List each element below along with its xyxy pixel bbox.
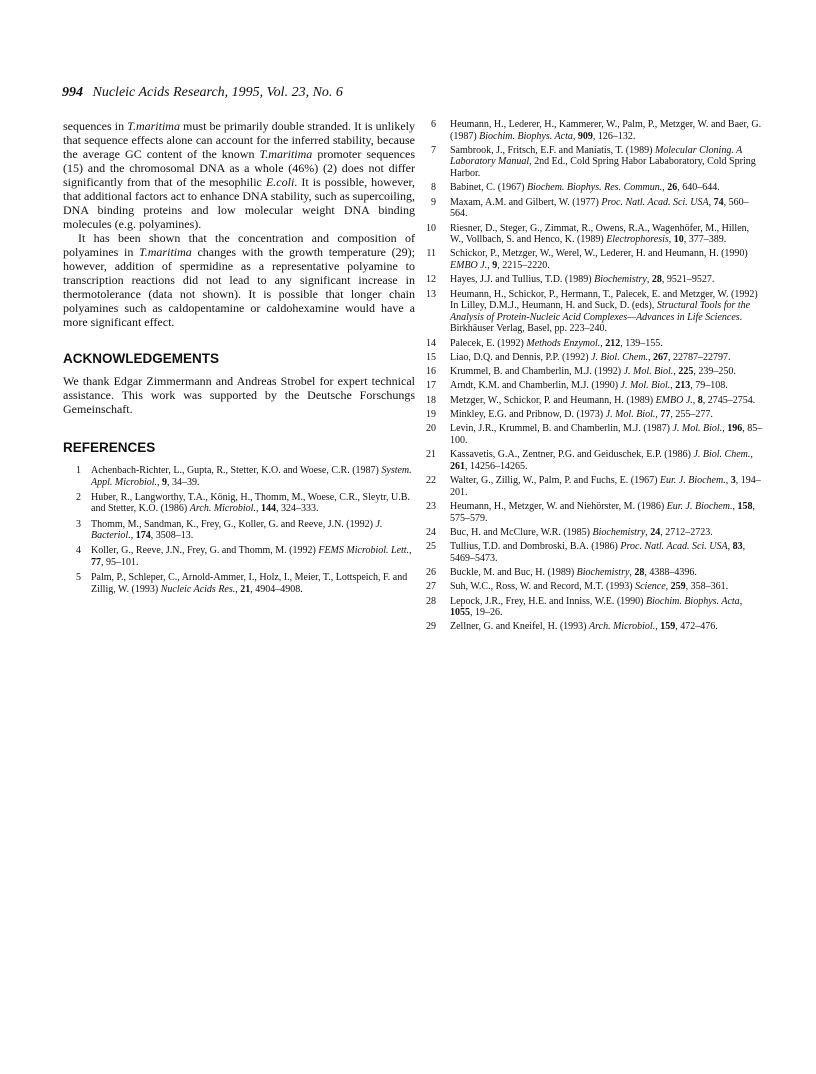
text-run: , — [235, 583, 241, 595]
text-run: We thank Edgar Zimmermann and Andreas Strobel for expert technical assistance. This work was supported by the Deutsche Forschungs Gemeinschaft. — [63, 374, 415, 416]
reference-number: 24 — [426, 526, 436, 538]
text-run: Palm, P., Schleper, C., Arnold-Ammer, I., Holz, I., Meier, T., Lottspeich, F. and Zillig, W. (1993) — [91, 572, 408, 595]
italic-text: T.maritima — [127, 119, 180, 133]
reference-item — [420, 145, 763, 180]
bold-text: 28 — [634, 566, 645, 578]
text-run: , — [157, 476, 163, 488]
text-run: Buckle, M. and Buc, H. (1989) — [450, 566, 577, 578]
reference-item — [63, 465, 415, 488]
reference-number: 6 — [431, 119, 436, 130]
reference-number: 13 — [426, 288, 436, 300]
text-run: Babinet, C. (1967) — [450, 182, 527, 194]
body-paragraph-2 — [63, 231, 415, 329]
reference-number: 29 — [426, 621, 436, 633]
reference-text — [450, 581, 763, 593]
reference-item — [420, 248, 763, 271]
reference-text — [450, 248, 763, 271]
text-run: , 239–250. — [693, 366, 736, 378]
reference-item — [63, 545, 415, 568]
italic-text: J. Mol. Biol. — [605, 409, 656, 420]
right-column — [420, 119, 763, 636]
bold-text: 144 — [260, 503, 276, 515]
italic-text: Structural Tools for the Analysis of Protein-Nucleic Acid Complexes—Advances in Life Sciences — [450, 300, 751, 323]
italic-text: J. Bacteriol. — [91, 518, 383, 542]
reference-item — [63, 572, 415, 595]
text-run: , — [645, 526, 651, 538]
text-run: , — [739, 595, 743, 607]
text-run: Schickor, P., Metzger, W., Werel, W., Lederer, H. and Heumann, H. (1990) — [450, 248, 748, 260]
italic-text: T.maritima — [259, 147, 313, 161]
bold-text: 261 — [450, 460, 465, 472]
running-header — [62, 85, 343, 101]
reference-text — [450, 409, 763, 421]
text-run: , — [646, 274, 652, 286]
bold-text: 212 — [605, 337, 621, 349]
acknowledgements-text — [63, 374, 415, 416]
italic-text: Electrophoresis — [606, 234, 669, 246]
bold-text: 77 — [660, 409, 671, 420]
text-run: Arndt, K.M. and Chamberlin, M.J. (1990) — [450, 380, 621, 392]
reference-item — [420, 527, 763, 539]
italic-text: Proc. Natl. Acad. Sci. USA — [620, 541, 728, 553]
text-run: , 377–389. — [683, 234, 727, 246]
text-run: , — [668, 234, 674, 246]
text-run: , — [725, 475, 731, 487]
bold-text: 10 — [673, 234, 684, 246]
bold-text: 909 — [577, 130, 593, 142]
reference-text — [450, 380, 763, 392]
text-run: must be primarily double stranded. It is unlikely that sequence effects alone can account for the inferred stability, because the average GC content of the known — [63, 119, 415, 161]
reference-text — [450, 119, 763, 142]
bold-text: 83 — [732, 541, 743, 553]
text-run: Hayes, J.J. and Tullius, T.D. (1989) — [450, 274, 595, 286]
bold-text: 74 — [713, 196, 724, 208]
text-run: , 358–361. — [685, 581, 729, 593]
text-run: Liao, D.Q. and Dennis, P.P. (1992) — [450, 351, 592, 363]
text-run: , 2712–2723. — [660, 526, 713, 538]
text-run: , — [732, 500, 738, 512]
reference-list-left — [63, 465, 415, 595]
reference-number: 21 — [426, 449, 436, 461]
text-run: It has been shown that the concentration and composition of polyamines in — [63, 231, 415, 259]
bold-text: 8 — [697, 394, 703, 406]
italic-text: EMBO J. — [655, 394, 693, 406]
text-run: , 34–39. — [167, 476, 200, 488]
italic-text: Biochem. Biophys. Res. Commun. — [526, 182, 663, 194]
reference-text — [450, 338, 763, 350]
text-run: . Birkhäuser Verlag, Basel, pp. 223–240. — [450, 311, 743, 335]
italic-text: J. Biol. Chem. — [693, 449, 751, 461]
text-run: Heumann, H., Lederer, H., Kammerer, W., Palm, P., Metzger, W. and Baer, G. (1987) — [450, 119, 762, 142]
text-run: , — [662, 182, 668, 194]
italic-text: Arch. Microbiol. — [589, 621, 656, 633]
bold-text: 213 — [675, 380, 691, 392]
bold-text: 3 — [730, 475, 736, 487]
reference-number: 9 — [431, 196, 436, 208]
bold-text: 1055 — [450, 607, 470, 619]
references-heading: REFERENCES — [63, 440, 156, 455]
text-run: Kassavetis, G.A., Zentner, P.G. and Geiduschek, E.P. (1986) — [450, 449, 694, 461]
text-run: , — [648, 351, 654, 363]
text-run: , — [655, 409, 661, 420]
italic-text: Biochim. Biophys. Acta — [479, 130, 573, 142]
bold-text: 24 — [650, 526, 661, 538]
bold-text: 196 — [727, 423, 743, 435]
italic-text: Molecular Cloning. A Laboratory Manual — [450, 144, 743, 168]
text-run: , 472–476. — [675, 621, 718, 633]
italic-text: Methods Enzymol. — [526, 337, 601, 349]
text-run: Thomm, M., Sandman, K., Frey, G., Koller, G. and Reeve, J.N. (1992) — [91, 518, 376, 530]
reference-number: 22 — [426, 475, 436, 487]
reference-item — [420, 352, 763, 364]
reference-number: 2 — [76, 491, 81, 503]
text-run: , 4904–4908. — [250, 583, 303, 595]
reference-text — [450, 449, 763, 472]
reference-text — [450, 567, 763, 579]
reference-number: 4 — [76, 545, 81, 557]
reference-item — [420, 380, 763, 392]
text-run: , 79–108. — [690, 380, 728, 392]
text-run: , — [673, 366, 679, 378]
text-run: , 255–277. — [670, 409, 713, 420]
text-run: , — [655, 621, 661, 633]
text-run: , — [487, 259, 493, 271]
reference-item — [420, 475, 763, 498]
text-run: Metzger, W., Schickor, P. and Heumann, H. (1989) — [450, 394, 656, 406]
italic-text: E.coli — [265, 175, 295, 189]
text-run: , 640–644. — [677, 182, 720, 194]
text-run: , 2215–2220. — [497, 259, 550, 271]
text-run: , — [629, 566, 635, 578]
reference-number: 27 — [426, 581, 436, 593]
reference-number: 3 — [76, 518, 81, 530]
page-number: 994 — [62, 85, 83, 100]
reference-number: 28 — [426, 595, 436, 607]
reference-text — [91, 465, 415, 488]
reference-text — [450, 274, 763, 286]
reference-number: 15 — [426, 351, 436, 363]
text-run: , — [708, 196, 714, 208]
italic-text: T.maritima — [138, 245, 192, 259]
reference-item — [420, 197, 763, 220]
text-run: , — [750, 449, 753, 461]
italic-text: J. Mol. Biol. — [620, 380, 671, 392]
text-run: , 575–579. — [450, 500, 755, 524]
reference-number: 11 — [426, 248, 436, 260]
text-run: , — [692, 394, 698, 406]
bold-text: 77 — [91, 556, 101, 568]
italic-text: Eur. J. Biochem. — [659, 475, 726, 487]
reference-item — [420, 449, 763, 472]
reference-item — [420, 223, 763, 246]
reference-text — [450, 197, 763, 220]
text-run: Heumann, H., Schickor, P., Hermann, T., Palecek, E. and Metzger, W. (1992) In Lilley, D.M.J., Heumann, H. and Suck, D. (eds), — [450, 288, 758, 312]
text-run: Achenbach-Richter, L., Gupta, R., Stetter, K.O. and Woese, C.R. (1987) — [91, 465, 382, 476]
text-run: Koller, G., Reeve, J.N., Frey, G. and Thomm, M. (1992) — [91, 545, 319, 557]
reference-item — [420, 621, 763, 633]
bold-text: 21 — [240, 583, 251, 595]
reference-item — [420, 501, 763, 524]
bold-text: 26 — [667, 182, 678, 194]
text-run: Minkley, E.G. and Pribnow, D. (1973) — [450, 409, 606, 420]
reference-text — [91, 492, 415, 515]
text-run: , 19–26. — [470, 607, 503, 619]
text-run: Krummel, B. and Chamberlin, M.J. (1992) — [450, 366, 624, 378]
text-run: , — [722, 423, 728, 435]
bold-text: 9 — [492, 259, 498, 271]
reference-text — [450, 366, 763, 378]
text-run: Suh, W.C., Ross, W. and Record, M.T. (1993) — [450, 581, 636, 593]
italic-text: Biochemistry — [576, 566, 630, 578]
reference-number: 23 — [426, 500, 436, 512]
reference-item — [63, 519, 415, 542]
text-run: , 95–101. — [101, 556, 139, 568]
text-run: , — [665, 581, 671, 593]
body-paragraph-1 — [63, 119, 415, 231]
reference-item — [420, 541, 763, 564]
italic-text: Science — [635, 581, 666, 593]
reference-item — [420, 423, 763, 446]
reference-text — [450, 541, 763, 564]
reference-item — [420, 366, 763, 378]
text-run: , 9521–9527. — [661, 274, 715, 286]
reference-text — [91, 519, 415, 542]
text-run: , — [670, 380, 676, 392]
bold-text: 9 — [162, 476, 168, 488]
reference-item — [420, 289, 763, 335]
reference-number: 12 — [426, 274, 436, 286]
reference-text — [450, 596, 763, 619]
reference-text — [450, 352, 763, 364]
reference-item — [420, 182, 763, 194]
text-run: , 85–100. — [450, 423, 763, 446]
text-run: . It is possible, however, that additional factors act to enhance DNA stability, such as supercoiling, DNA binding proteins and low molecular weight DNA binding molecules (e.g. polyamines). — [63, 175, 415, 231]
left-column — [63, 119, 415, 599]
bold-text: 225 — [678, 366, 694, 378]
reference-text — [450, 145, 763, 180]
reference-item — [420, 596, 763, 619]
italic-text: Arch. Microbiol. — [189, 503, 256, 515]
text-run: , — [409, 545, 412, 557]
acknowledgements-heading: ACKNOWLEDGEMENTS — [63, 351, 219, 366]
text-run: Buc, H. and McClure, W.R. (1985) — [450, 526, 593, 538]
text-run: sequences in — [63, 119, 128, 133]
text-run: , 3508–13. — [150, 530, 194, 542]
italic-text: FEMS Microbiol. Lett. — [318, 545, 410, 557]
reference-number: 7 — [431, 144, 436, 156]
bold-text: 267 — [653, 351, 669, 363]
reference-number: 20 — [426, 423, 436, 435]
reference-number: 14 — [426, 337, 436, 349]
reference-number: 18 — [426, 394, 436, 406]
bold-text: 158 — [737, 500, 753, 512]
italic-text: Biochemistry — [592, 526, 646, 538]
text-run: Heumann, H., Metzger, W. and Niehörster, M. (1986) — [450, 500, 667, 512]
italic-text: Eur. J. Biochem. — [666, 500, 733, 512]
text-run: , — [130, 530, 136, 542]
bold-text: 159 — [660, 621, 676, 633]
text-run: promoter sequences (15) and the chromosomal DNA as a whole (46%) (2) does not differ significantly from that of the mesophilic — [63, 147, 415, 189]
bold-text: 28 — [651, 274, 662, 286]
text-run: , — [600, 337, 606, 349]
text-run: Riesner, D., Steger, G., Zimmat, R., Owens, R.A., Wagenhöfer, M., Hillen, W., Vollbach, S. and Henco, K. (1989) — [450, 222, 750, 246]
reference-number: 25 — [426, 541, 436, 553]
reference-item — [420, 409, 763, 421]
italic-text: System. Appl. Microbiol. — [91, 465, 412, 488]
text-run: Maxam, A.M. and Gilbert, W. (1977) — [450, 196, 602, 208]
italic-text: Biochim. Biophys. Acta — [646, 595, 740, 607]
reference-number: 26 — [426, 566, 436, 578]
text-run: , 4388–4396. — [644, 566, 697, 578]
text-run: , 324–333. — [275, 503, 319, 515]
reference-number: 19 — [426, 409, 436, 420]
reference-list-right — [420, 119, 763, 633]
italic-text: Nucleic Acids Res. — [160, 583, 236, 595]
reference-text — [450, 621, 763, 633]
text-run: Huber, R., Langworthy, T.A., König, H., Thomm, M., Woese, C.R., Sleytr, U.B. and Stetter, K.O. (1986) — [91, 491, 410, 515]
text-run: Walter, G., Zillig, W., Palm, P. and Fuchs, E. (1967) — [450, 475, 660, 487]
italic-text: Biochemistry — [594, 274, 647, 286]
bold-text: 174 — [135, 530, 151, 542]
text-run: , 2745–2754. — [702, 394, 756, 406]
text-run: Palecek, E. (1992) — [450, 337, 527, 349]
text-run: Zellner, G. and Kneifel, H. (1993) — [450, 621, 589, 633]
reference-item — [63, 492, 415, 515]
text-run: , 139–155. — [620, 337, 663, 349]
reference-text — [450, 182, 763, 194]
reference-number: 10 — [426, 222, 436, 234]
italic-text: EMBO J. — [450, 259, 488, 271]
bold-text: 259 — [670, 581, 686, 593]
text-run: Tullius, T.D. and Dombroski, B.A. (1986) — [450, 541, 621, 553]
text-run: , 126–132. — [592, 130, 636, 142]
text-run: , — [255, 503, 261, 515]
text-run: , 5469–5473. — [450, 541, 746, 564]
italic-text: J. Mol. Biol. — [623, 366, 674, 378]
reference-text — [450, 527, 763, 539]
reference-number: 5 — [76, 572, 81, 584]
italic-text: Proc. Natl. Acad. Sci. USA — [601, 196, 709, 208]
reference-text — [450, 289, 763, 335]
text-run: , 14256–14265. — [465, 460, 528, 472]
text-run: , — [572, 130, 578, 142]
journal-citation: Nucleic Acids Research, 1995, Vol. 23, No. 6 — [92, 85, 343, 100]
reference-text — [91, 572, 415, 595]
italic-text: J. Biol. Chem. — [591, 351, 649, 363]
reference-text — [450, 475, 763, 498]
reference-item — [420, 395, 763, 407]
reference-number: 1 — [76, 465, 81, 476]
reference-number: 17 — [426, 380, 436, 392]
text-run: changes with the growth temperature (29); however, addition of spermidine as a representative polyamine to transcription reactions did not lead to any significant increase in thermotolerance (data not shown). It is possible that longer chain polyamines such as caldopentamine or caldohexamine would have a more significant effect. — [63, 245, 415, 329]
text-run: , 560–564. — [450, 196, 749, 220]
reference-text — [450, 223, 763, 246]
text-run: , 194–201. — [450, 475, 761, 498]
reference-number: 16 — [426, 366, 436, 378]
reference-item — [420, 567, 763, 579]
reference-item — [420, 119, 763, 142]
text-run: Lepock, J.R., Frey, H.E. and Inniss, W.E. (1990) — [450, 595, 646, 607]
reference-text — [450, 423, 763, 446]
reference-item — [420, 274, 763, 286]
text-run: Levin, J.R., Krummel, B. and Chamberlin, M.J. (1987) — [450, 423, 673, 435]
reference-text — [450, 501, 763, 524]
italic-text: J. Mol. Biol. — [672, 423, 723, 435]
reference-text — [91, 545, 415, 568]
text-run: Sambrook, J., Fritsch, E.F. and Maniatis, T. (1989) — [450, 144, 655, 156]
reference-number: 8 — [431, 182, 436, 194]
text-run: , 22787–22797. — [668, 351, 731, 363]
reference-item — [420, 338, 763, 350]
reference-text — [450, 395, 763, 407]
text-run: , — [727, 541, 733, 553]
text-run: , 2nd Ed., Cold Spring Habor Lababoratory, Cold Spring Harbor. — [450, 156, 756, 180]
reference-item — [420, 581, 763, 593]
